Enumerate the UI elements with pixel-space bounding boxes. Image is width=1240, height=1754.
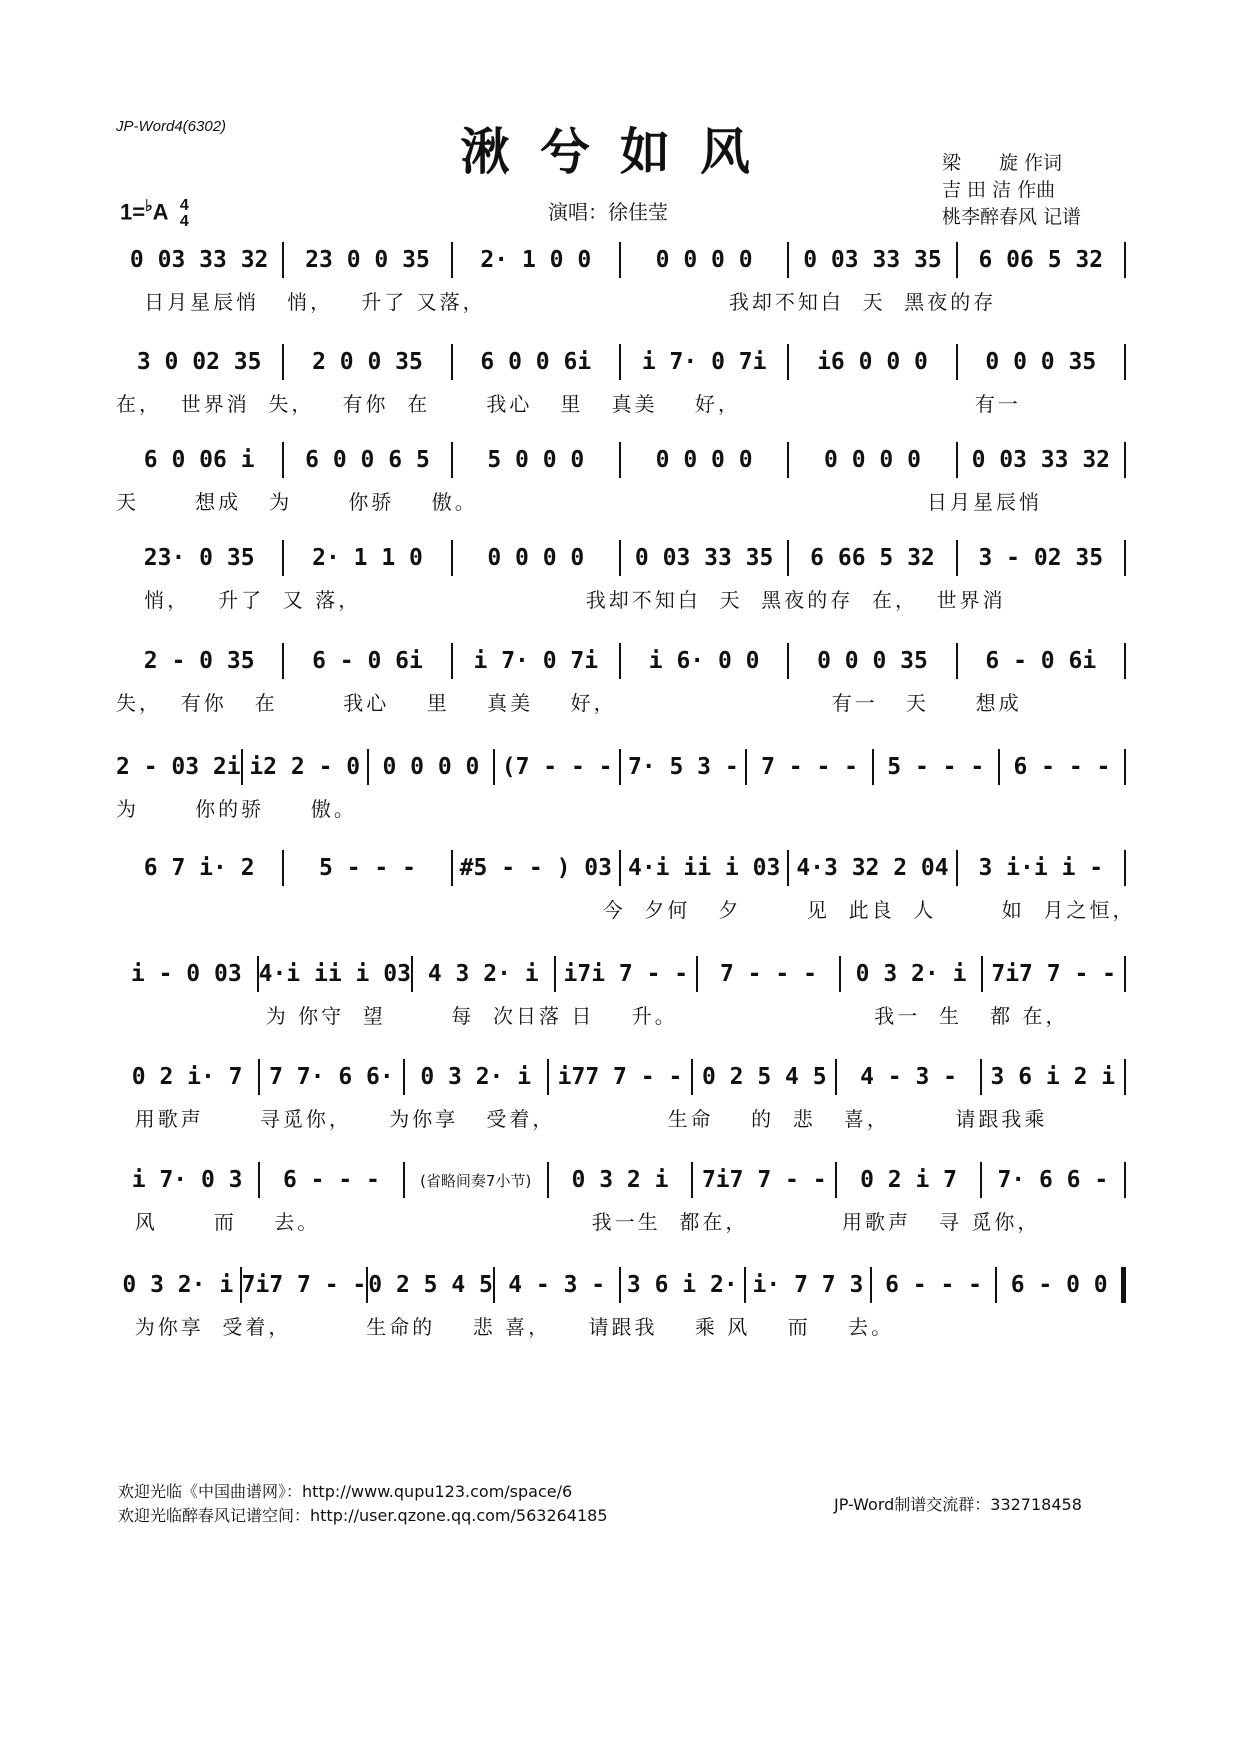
- measure: 4·i ii i 03: [258, 961, 411, 987]
- measure: 3 0 02 35: [136, 349, 262, 375]
- barline: [1124, 1059, 1126, 1095]
- measure: 23 0 0 35: [305, 247, 430, 273]
- song-title: 湫兮如风: [460, 122, 780, 181]
- barline: [1124, 344, 1126, 380]
- measure: 2 0 0 35: [312, 349, 423, 375]
- flat-sign: ♭: [145, 198, 153, 215]
- barline: [1124, 956, 1126, 992]
- staff-system: [116, 440, 1126, 530]
- measure: 3 6 i 2 i: [990, 1064, 1116, 1090]
- measure: 7 7· 6 6·: [269, 1064, 394, 1090]
- measure: i 7· 0 7i: [473, 648, 599, 674]
- measure: 4·i ii i 03: [627, 855, 781, 881]
- lyrics-line: 悄， 升了 又 落， 我却不知白 天 黑夜的存 在， 世界消: [116, 588, 1006, 612]
- measure: 7 - - -: [761, 754, 858, 780]
- notes-row: [116, 538, 1126, 578]
- staff-system: [116, 1160, 1126, 1250]
- notes-row: [116, 342, 1126, 382]
- barline: [1124, 850, 1126, 886]
- measure: 7i7 7 - -: [701, 1167, 827, 1193]
- lyrics-line: 在， 世界消 失， 有你 在 我心 里 真美 好， 有一: [116, 392, 1021, 416]
- footer-link-qzone[interactable]: 欢迎光临醉春风记谱空间：http://user.qzone.qq.com/563264185: [118, 1506, 608, 1525]
- measure: 0 0 0 0: [487, 545, 585, 571]
- footer-link-qupu[interactable]: 欢迎光临《中国曲谱网》：http://www.qupu123.com/space/6: [118, 1482, 573, 1501]
- measure: 0 3 2· i: [122, 1272, 234, 1298]
- notes-row: [116, 1160, 1126, 1200]
- measure: 4 - 3 -: [860, 1064, 958, 1090]
- key-signature: [120, 196, 189, 230]
- measure: 0 03 33 35: [803, 247, 942, 273]
- lyrics-line: 用歌声 寻觅你， 为你享 受着， 生命 的 悲 喜， 请跟我乘: [116, 1107, 1048, 1131]
- footer-group: JP-Word制谱交流群：332718458: [834, 1495, 1082, 1514]
- notes-row: [116, 1057, 1126, 1097]
- measure: i2 2 - 0: [249, 754, 361, 780]
- barline: [1124, 540, 1126, 576]
- credits-block: [942, 150, 1081, 231]
- lyrics-line: 天 想成 为 你骄 傲。 日月星辰悄: [116, 490, 1042, 514]
- measure: 2· 1 0 0: [480, 247, 592, 273]
- measure: 7· 5 3 -: [627, 754, 739, 780]
- measure: 0 2 5 4 5: [368, 1272, 493, 1298]
- time-signature: [180, 198, 189, 230]
- measure: 4·3 32 2 04: [796, 855, 949, 881]
- measure: 4 - 3 -: [508, 1272, 606, 1298]
- time-bottom: 4: [179, 212, 189, 230]
- staff-system: [116, 954, 1126, 1044]
- staff-system: [116, 1265, 1126, 1355]
- notes-row: [116, 954, 1126, 994]
- measure: 0 0 0 0: [655, 247, 753, 273]
- staff-system: [116, 848, 1136, 938]
- lyrics-line: 为你享 受着， 生命的 悲 喜， 请跟我 乘 风 而 去。: [116, 1315, 895, 1339]
- measure: i6 0 0 0: [817, 349, 928, 375]
- measure: 5 0 0 0: [487, 447, 585, 473]
- barline: [1124, 442, 1126, 478]
- measure: 0 0 0 35: [985, 349, 1097, 375]
- transcriber-credit: 桃李醉春风 记谱: [942, 206, 1082, 228]
- lyrics-line: 为 你的骄 傲。: [116, 797, 357, 821]
- measure: 6 - - -: [282, 1167, 380, 1193]
- measure: 0 3 2· i: [420, 1064, 532, 1090]
- measure: 0 2 5 4 5: [701, 1064, 827, 1090]
- measure: 3 i·i i -: [978, 855, 1104, 881]
- measure: 6 66 5 32: [810, 545, 935, 571]
- measure: 7i7 7 - -: [991, 961, 1116, 987]
- measure: 5 - - -: [319, 855, 416, 881]
- notes-row: [116, 1265, 1126, 1305]
- staff-system: [116, 538, 1126, 628]
- measure: 3 - 02 35: [978, 545, 1104, 571]
- staff-system: [116, 747, 1126, 837]
- measure: 6 7 i· 2: [143, 855, 255, 881]
- measure: 7· 6 6 -: [997, 1167, 1109, 1193]
- measure: i· 7 7 3: [752, 1272, 864, 1298]
- staff-system: [116, 342, 1126, 432]
- measure: 7i7 7 - -: [241, 1272, 367, 1298]
- lyrics-line: 为 你守 望 每 次日落 日 升。 我一 生 都 在，: [116, 1004, 1069, 1028]
- measure: #5 - - ) 03: [459, 855, 612, 881]
- lyrics-line: 风 而 去。 我一生 都在， 用歌声 寻 觅你，: [116, 1210, 1041, 1234]
- measure: 3 6 i 2·: [626, 1272, 738, 1298]
- notes-row: [116, 440, 1126, 480]
- measure: 0 3 2 i: [571, 1167, 669, 1193]
- software-label: JP-Word4(6302): [116, 118, 227, 135]
- measure: 6 - - -: [885, 1272, 983, 1298]
- measure: i 7· 0 3: [131, 1167, 243, 1193]
- time-top: 4: [179, 196, 189, 214]
- measure: 6 0 0 6 5: [305, 447, 430, 473]
- measure: 0 2 i· 7: [131, 1064, 243, 1090]
- notes-row: [116, 747, 1126, 787]
- measure: 5 - - -: [887, 754, 985, 780]
- notes-row: [116, 848, 1126, 888]
- measure: 2 - 0 35: [143, 648, 255, 674]
- barline: [1124, 749, 1126, 785]
- measure: 6 - 0 6i: [985, 648, 1097, 674]
- measure: 6 0 0 6i: [480, 349, 592, 375]
- measure: 6 - 0 0: [1010, 1272, 1108, 1298]
- staff-system: [116, 641, 1126, 731]
- barline: [1124, 643, 1126, 679]
- key-prefix: 1=: [120, 199, 146, 225]
- measure: 0 0 0 0: [824, 447, 921, 473]
- staff-system: [116, 240, 1126, 330]
- measure: i - 0 03: [130, 961, 242, 987]
- lyricist-credit: 梁 旋 作词: [942, 152, 1063, 174]
- measure: 0 03 33 32: [971, 447, 1111, 473]
- measure: 2 - 03 2i: [116, 754, 241, 780]
- composer-credit: 吉 田 洁 作曲: [942, 179, 1056, 201]
- measure: 23· 0 35: [143, 545, 255, 571]
- measure: 4 3 2· i: [427, 961, 539, 987]
- measure: 0 0 0 0: [655, 447, 753, 473]
- barline: [1124, 1162, 1126, 1198]
- measure: 0 0 0 0: [382, 754, 480, 780]
- measure: i7i 7 - -: [563, 961, 689, 987]
- measure: i 7· 0 7i: [641, 349, 767, 375]
- footer-links: [118, 1480, 608, 1528]
- final-barline: [1121, 1267, 1126, 1303]
- measure: 6 0 06 i: [143, 447, 255, 473]
- measure: (7 - - -: [501, 754, 613, 780]
- measure: 6 06 5 32: [978, 247, 1104, 273]
- notes-row: [116, 641, 1126, 681]
- measure: i 6· 0 0: [648, 648, 760, 674]
- lyrics-line: 失， 有你 在 我心 里 真美 好， 有一 天 想成: [116, 691, 1022, 715]
- measure: 2· 1 1 0: [312, 545, 423, 571]
- measure: 6 - - -: [1013, 754, 1111, 780]
- notes-row: [116, 240, 1126, 280]
- lyrics-line: 日月星辰悄 悄， 升了 又落， 我却不知白 天 黑夜的存: [116, 290, 997, 314]
- staff-system: [116, 1057, 1126, 1147]
- lyrics-line: 今 夕何 夕 见 此良 人 如 月之恒，: [116, 898, 1136, 922]
- measure: 7 - - -: [719, 961, 817, 987]
- measure: (省略间奏7小节): [420, 1171, 532, 1190]
- measure: 0 3 2· i: [855, 961, 967, 987]
- singer-credit: 演唱：徐佳莹: [548, 200, 668, 224]
- measure: 0 2 i 7: [860, 1167, 958, 1193]
- key-note: A: [152, 199, 168, 225]
- barline: [1124, 242, 1126, 278]
- measure: 0 03 33 32: [129, 247, 269, 273]
- measure: 6 - 0 6i: [312, 648, 423, 674]
- measure: i77 7 - -: [557, 1064, 683, 1090]
- measure: 0 0 0 35: [817, 648, 928, 674]
- measure: 0 03 33 35: [634, 545, 774, 571]
